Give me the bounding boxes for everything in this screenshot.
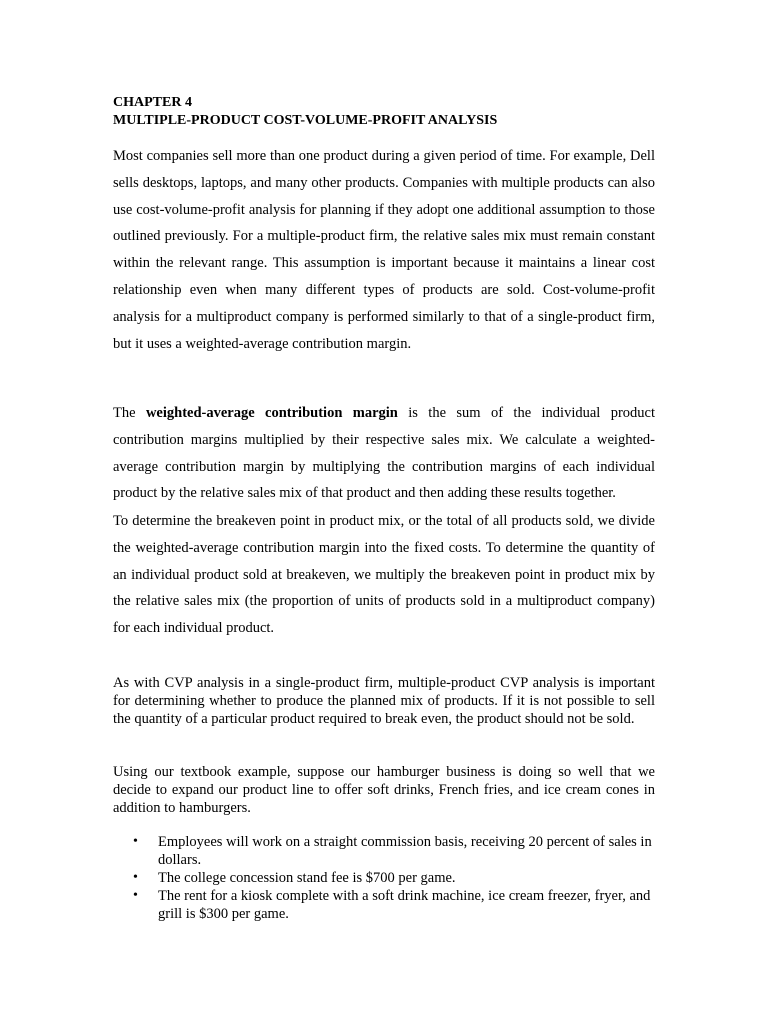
paragraph-textbook-example: Using our textbook example, suppose our hamburger business is doing so well that we decide to expand our product line to offer soft drinks, French fries, and ice cream cones in addition to hamburgers. [113, 764, 655, 816]
paragraph-weighted-average-body: is the sum of the individual product contribution margins multiplied by their respective sales mix. We calculate a weighted-average contribution margin by multiplying the contribution margins of each individual product by the relative sales mix of that product and then adding these results together. [113, 405, 655, 502]
paragraph-breakeven: To determine the breakeven point in product mix, or the total of all products sold, we divide the weighted-average contribution margin into the fixed costs. To determine the quantity of an individual product sold at breakeven, we multiply the breakeven point in product mix by the relative sales mix (the proportion of units of products sold in a multiproduct company) for each individual product. [113, 513, 655, 637]
list-item [113, 887, 655, 923]
paragraph-weighted-average-lead: The [113, 405, 146, 421]
paragraph-intro: Most companies sell more than one product during a given period of time. For example, Dell sells desktops, laptops, and many other products. Companies with multiple products can also use cost-volume-profit analysis for planning if they adopt one additional assumption to those outlined previously. For a multiple-product firm, the relative sales mix must remain constant within the relevant range. This assumption is important because it maintains a linear cost relationship even when many different types of products are sold. Cost-volume-profit analysis for a multiproduct company is performed similarly to that of a single-product firm, but it uses a weighted-average contribution margin. [113, 148, 655, 352]
assumption-bullet-list [113, 833, 655, 923]
chapter-label: CHAPTER 4 [113, 95, 192, 110]
list-item-text: Employees will work on a straight commission basis, receiving 20 percent of sales in dollars. [158, 834, 652, 868]
list-item-text: The college concession stand fee is $700 per game. [158, 870, 456, 886]
paragraph-cvp-importance: As with CVP analysis in a single-product firm, multiple-product CVP analysis is important for determining whether to produce the planned mix of products. If it is not possible to sell the quantity of a particular product required to break even, the product should not be sold. [113, 675, 655, 727]
chapter-heading [113, 94, 657, 130]
paragraph-weighted-average [113, 400, 655, 507]
list-item [113, 869, 655, 887]
chapter-title: MULTIPLE-PRODUCT COST-VOLUME-PROFIT ANALYSIS [113, 113, 498, 128]
bullet-icon: • [133, 888, 138, 903]
bullet-icon: • [133, 870, 138, 885]
list-item [113, 833, 655, 869]
bullet-icon: • [133, 834, 138, 849]
list-item-text: The rent for a kiosk complete with a soft drink machine, ice cream freezer, fryer, and grill is $300 per game. [158, 888, 651, 922]
term-weighted-average-contribution-margin: weighted-average contribution margin [145, 405, 398, 421]
